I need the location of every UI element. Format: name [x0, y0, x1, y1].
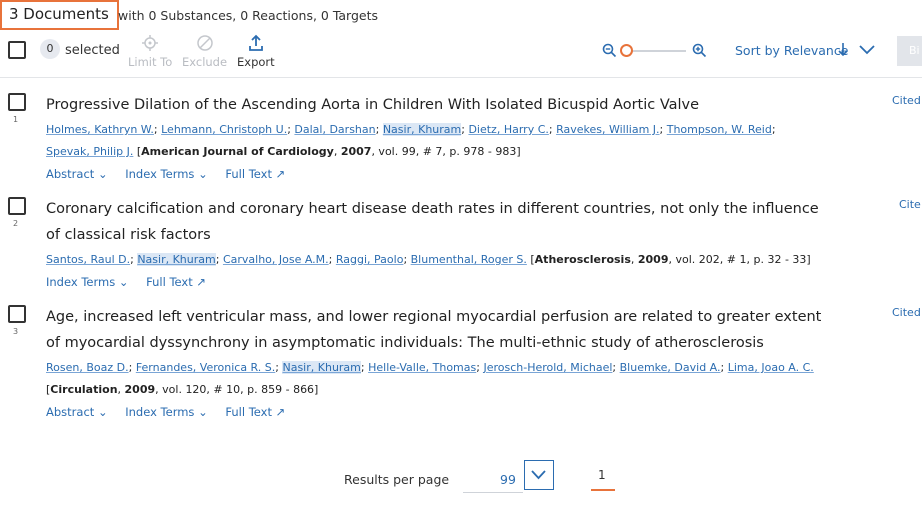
zoom-in-icon[interactable] — [692, 43, 707, 58]
select-all-checkbox[interactable] — [8, 41, 26, 59]
result-title[interactable]: Age, increased left ventricular mass, and lower regional myocardial perfusion are related to greater extent of myocardial dyssynchrony in asymptomatic individuals: The multi-ethnic study of atherosclerosis — [46, 309, 822, 351]
result-title[interactable]: Coronary calcification and coronary heart disease death rates in different countries, not only the influence of classical risk factors — [46, 201, 819, 243]
author-link[interactable]: Carvalho, Jose A.M. — [222, 253, 329, 266]
author-link[interactable]: Bluemke, David A. — [619, 361, 721, 374]
block-icon — [196, 34, 214, 52]
author-link[interactable]: Raggi, Paolo — [335, 253, 404, 266]
citation-details: , vol. 202, # 1, p. 32 - 33] — [668, 253, 811, 266]
index-terms-toggle[interactable]: Index Terms ⌄ — [125, 167, 208, 181]
result-number: 2 — [13, 219, 19, 228]
target-icon — [141, 34, 159, 52]
citation: [American Journal of Cardiology, 2007, vol. 99, # 7, p. 978 - 983] — [136, 145, 521, 158]
documents-count-label: 3 Documents — [9, 5, 109, 23]
exclude-label: Exclude — [182, 55, 228, 69]
journal-year: 2009 — [637, 253, 669, 266]
abstract-toggle[interactable]: Abstract ⌄ — [46, 167, 108, 181]
pagination-footer — [0, 456, 922, 516]
author-link[interactable]: Jerosch-Herold, Michael — [483, 361, 613, 374]
journal-name: American Journal of Cardiology — [141, 145, 334, 158]
result-links — [46, 275, 220, 289]
external-link-icon: ↗ — [275, 405, 286, 419]
author-link[interactable]: Santos, Raul D. — [46, 253, 131, 266]
citation-details: , vol. 99, # 7, p. 978 - 983] — [371, 145, 521, 158]
result-authors: Holmes, Kathryn W.; Lehmann, Christoph U.; Dalal, Darshan; Nasir, Khuram; Dietz, Harry C.; Ravekes, William J.; Thompson, W. Reid; Spevak, Philip J. [American Journal of Cardiology, 2007, vol. 99, # 7, p. 978 - 983] — [46, 123, 776, 158]
results-per-page-dropdown[interactable] — [524, 460, 554, 490]
selected-label: selected — [65, 43, 120, 58]
zoom-slider-track[interactable] — [628, 50, 686, 52]
index-terms-toggle[interactable]: Index Terms ⌄ — [46, 275, 129, 289]
zoom-slider-handle[interactable] — [620, 44, 633, 57]
sort-direction-icon[interactable] — [837, 42, 849, 57]
selected-count-badge: 0 — [40, 39, 60, 59]
journal-name: Circulation — [50, 383, 118, 396]
side-action-button[interactable]: Bi — [897, 36, 922, 66]
author-link-highlighted[interactable]: Nasir, Khuram — [137, 253, 216, 266]
full-text-link[interactable]: Full Text ↗ — [225, 405, 286, 419]
citation: [Circulation, 2009, vol. 120, # 10, p. 859 - 866] — [46, 383, 319, 396]
results-per-page-underline — [463, 492, 523, 493]
author-link[interactable]: Dietz, Harry C. — [468, 123, 549, 136]
result-links — [46, 405, 299, 419]
abstract-toggle[interactable]: Abstract ⌄ — [46, 405, 108, 419]
result-authors: Santos, Raul D.; Nasir, Khuram; Carvalho, Jose A.M.; Raggi, Paolo; Blumenthal, Roger S. [Atherosclerosis, 2009, vol. 202, # 1, p. 32 - 33] — [46, 253, 811, 266]
author-link-highlighted[interactable]: Nasir, Khuram — [382, 123, 462, 136]
export-icon — [247, 34, 265, 52]
result-authors: Rosen, Boaz D.; Fernandes, Veronica R. S.; Nasir, Khuram; Helle-Valle, Thomas; Jerosch-Herold, Michael; Bluemke, David A.; Lima, Joao A. C. [Circulation, 2009, vol. 120, # 10, p. 859 - 866] — [46, 361, 814, 396]
chevron-down-icon: ⌄ — [97, 167, 108, 181]
result-links — [46, 167, 299, 181]
external-link-icon: ↗ — [275, 167, 286, 181]
citation: [Atherosclerosis, 2009, vol. 202, # 1, p. 32 - 33] — [530, 253, 811, 266]
page-number[interactable]: 1 — [598, 468, 606, 482]
result-checkbox[interactable] — [8, 197, 26, 215]
index-terms-toggle[interactable]: Index Terms ⌄ — [125, 405, 208, 419]
author-link[interactable]: Lehmann, Christoph U. — [161, 123, 288, 136]
chevron-down-icon[interactable] — [858, 42, 876, 56]
chevron-down-icon: ⌄ — [198, 167, 208, 181]
cited-by-link[interactable]: Cited — [892, 306, 921, 319]
limit-to-button[interactable] — [128, 34, 172, 69]
journal-name: Atherosclerosis — [534, 253, 631, 266]
sort-dropdown[interactable]: Sort by Relevance — [735, 43, 849, 58]
journal-year: 2009 — [124, 383, 156, 396]
limit-to-label: Limit To — [128, 55, 173, 69]
chevron-down-icon: ⌄ — [97, 405, 108, 419]
author-link[interactable]: Rosen, Boaz D. — [46, 361, 129, 374]
author-link[interactable]: Blumenthal, Roger S. — [410, 253, 527, 266]
author-link[interactable]: Dalal, Darshan — [294, 123, 376, 136]
author-link[interactable]: Fernandes, Veronica R. S. — [135, 361, 276, 374]
exclude-button[interactable] — [182, 34, 227, 69]
result-number: 1 — [13, 115, 19, 124]
author-link[interactable]: Thompson, W. Reid — [666, 123, 772, 136]
zoom-control — [602, 39, 712, 63]
export-button[interactable] — [237, 34, 275, 69]
citation-details: , vol. 120, # 10, p. 859 - 866] — [155, 383, 319, 396]
chevron-down-icon: ⌄ — [198, 405, 208, 419]
cited-by-link[interactable]: Cite — [899, 198, 921, 211]
chevron-down-icon — [525, 461, 552, 488]
cited-by-link[interactable]: Cited — [892, 94, 921, 107]
full-text-link[interactable]: Full Text ↗ — [146, 275, 207, 289]
results-per-page-value[interactable]: 99 — [500, 472, 516, 487]
external-link-icon: ↗ — [196, 275, 207, 289]
author-link[interactable]: Helle-Valle, Thomas — [368, 361, 477, 374]
results-per-page-label: Results per page — [344, 472, 450, 487]
author-link[interactable]: Holmes, Kathryn W. — [46, 123, 154, 136]
documents-count-tab[interactable] — [0, 0, 119, 30]
toolbar-divider — [0, 77, 922, 78]
author-link-highlighted[interactable]: Nasir, Khuram — [282, 361, 361, 374]
journal-year: 2007 — [340, 145, 372, 158]
current-page-indicator — [591, 489, 615, 491]
result-checkbox[interactable] — [8, 93, 26, 111]
zoom-out-icon[interactable] — [602, 43, 617, 58]
result-number: 3 — [13, 327, 19, 336]
author-link[interactable]: Lima, Joao A. C. — [727, 361, 814, 374]
chevron-down-icon: ⌄ — [118, 275, 129, 289]
result-title[interactable]: Progressive Dilation of the Ascending Aorta in Children With Isolated Bicuspid Aortic Valve — [46, 97, 700, 113]
result-checkbox[interactable] — [8, 305, 26, 323]
full-text-link[interactable]: Full Text ↗ — [225, 167, 286, 181]
results-summary-text: with 0 Substances, 0 Reactions, 0 Targets — [118, 8, 379, 23]
author-link[interactable]: Ravekes, William J. — [556, 123, 660, 136]
results-toolbar — [0, 33, 922, 75]
export-label: Export — [237, 55, 275, 69]
author-link[interactable]: Spevak, Philip J. — [46, 145, 134, 158]
